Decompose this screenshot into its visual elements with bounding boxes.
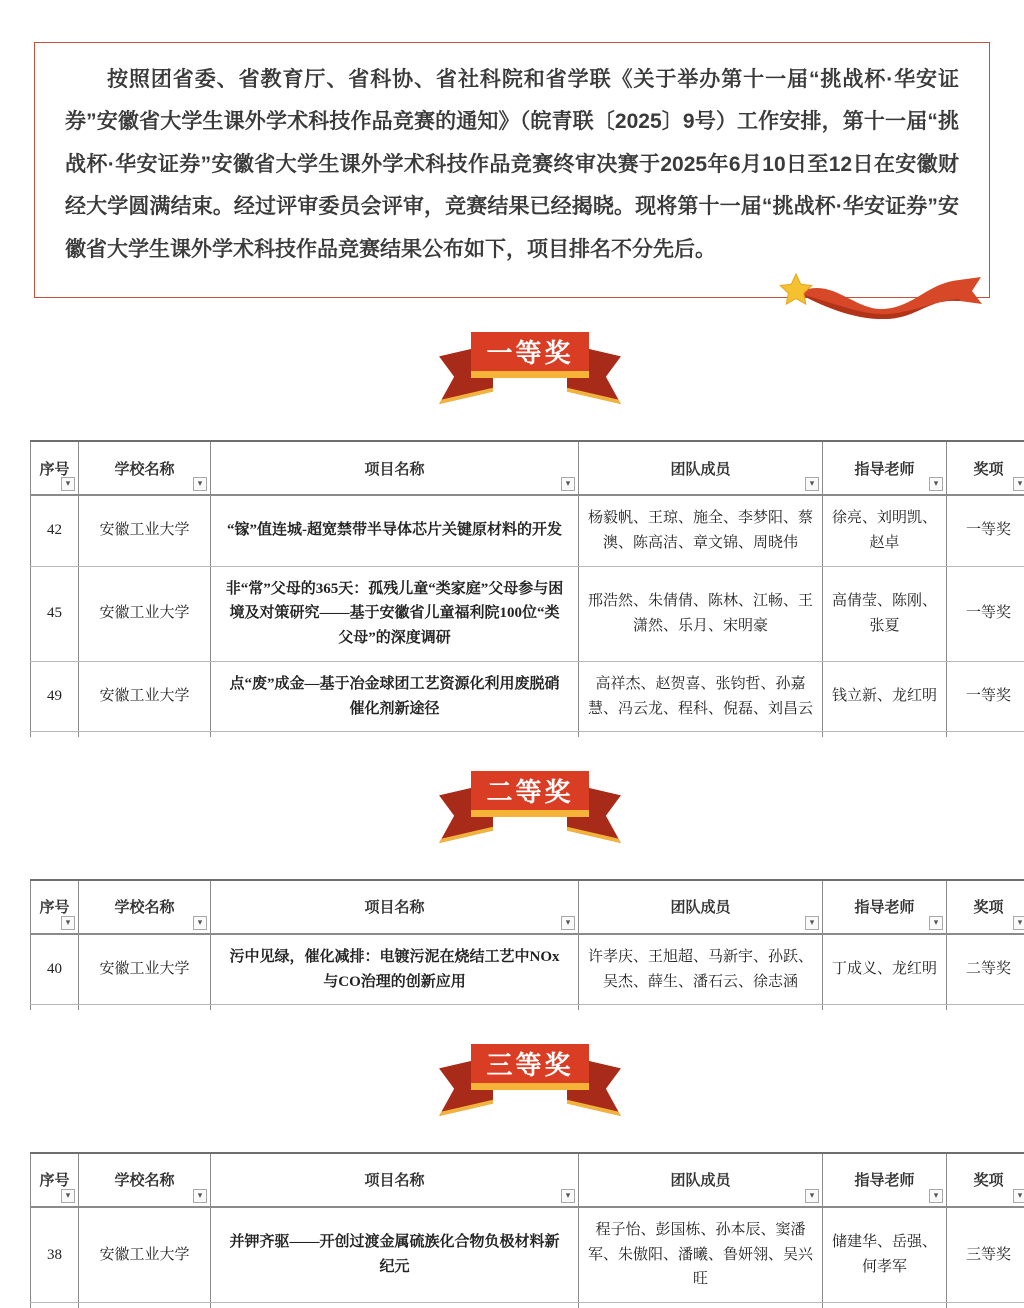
table-row (31, 566, 1024, 661)
column-header-label: 项目名称 (364, 1172, 424, 1189)
stub-cell (947, 1303, 1024, 1308)
column-header-label: 学校名称 (114, 899, 174, 916)
ribbon-wave-icon (798, 277, 982, 319)
column-header-label: 奖项 (973, 899, 1003, 916)
column-header-label: 学校名称 (114, 1172, 174, 1189)
award-banner (471, 332, 589, 402)
table-row (31, 661, 1024, 732)
star-icon (780, 274, 812, 304)
column-header-label: 团队成员 (670, 461, 730, 478)
column-header-label: 序号 (39, 1172, 69, 1189)
column-header-label: 奖项 (973, 461, 1003, 478)
award-banner (471, 771, 589, 841)
stub-cell (579, 732, 823, 737)
column-header-label: 团队成员 (670, 1172, 730, 1189)
column-header-label: 指导老师 (854, 1172, 914, 1189)
stub-cell (579, 1303, 823, 1308)
stub-cell (579, 1005, 823, 1010)
filter-dropdown-icon[interactable]: ▾ (929, 916, 943, 930)
filter-dropdown-icon[interactable]: ▾ (561, 477, 575, 491)
cell-team: 杨毅帆、王琼、施全、李梦阳、蔡澳、陈高洁、章文锦、周晓伟 (579, 495, 823, 566)
filter-dropdown-icon[interactable]: ▾ (1013, 477, 1024, 491)
stub-cell (823, 732, 947, 737)
cell-no: 40 (31, 934, 79, 1005)
announcement-paragraph: 按照团省委、省教育厅、省科协、省社科院和省学联《关于举办第十一届“挑战杯·华安证券”安徽省大学生课外学术科技作品竞赛的通知》（皖青联〔2025〕9号）工作安排，第十一届“挑战杯·华安证券”安徽省大学生课外学术科技作品竞赛终审决赛于2025年6月10日至12日在安徽财经大学圆满结束。经过评审委员会评审，竞赛结果已经揭晓。现将第十一届“挑战杯·华安证券”安徽省大学生课外学术科技作品竞赛结果公布如下，项目排名不分先后。 (65, 59, 959, 271)
filter-dropdown-icon[interactable]: ▾ (929, 477, 943, 491)
stub-cell (947, 732, 1024, 737)
banner-label: 二等奖 (486, 772, 573, 809)
table-row (31, 1207, 1024, 1303)
cell-award: 三等奖 (947, 1207, 1024, 1303)
column-header (947, 441, 1024, 495)
filter-dropdown-icon[interactable]: ▾ (61, 916, 75, 930)
column-header (823, 1153, 947, 1207)
column-header (823, 441, 947, 495)
column-header (211, 880, 579, 934)
stub-cell (31, 1005, 79, 1010)
filter-dropdown-icon[interactable]: ▾ (193, 916, 207, 930)
column-header-label: 项目名称 (364, 461, 424, 478)
stub-cell (79, 1005, 211, 1010)
header-row (31, 880, 1024, 934)
column-header (79, 441, 211, 495)
header-row (31, 441, 1024, 495)
column-header (79, 1153, 211, 1207)
cell-school: 安徽工业大学 (79, 1207, 211, 1303)
cell-advisors: 徐亮、刘明凯、赵卓 (823, 495, 947, 566)
next-row-stub (31, 732, 1024, 737)
filter-dropdown-icon[interactable]: ▾ (1013, 1189, 1024, 1203)
cell-no: 42 (31, 495, 79, 566)
cell-project: 非“常”父母的365天：孤残儿童“类家庭”父母参与困境及对策研究——基于安徽省儿童福利院100位“类父母”的深度调研 (211, 566, 579, 661)
stub-cell (31, 1303, 79, 1308)
column-header-label: 指导老师 (854, 899, 914, 916)
cell-team: 许孝庆、王旭超、马新宇、孙跃、吴杰、薛生、潘石云、徐志涵 (579, 934, 823, 1005)
stub-cell (947, 1005, 1024, 1010)
next-row-stub (31, 1303, 1024, 1308)
cell-award: 二等奖 (947, 934, 1024, 1005)
column-header (211, 1153, 579, 1207)
star-ribbon-decoration (776, 266, 991, 326)
filter-dropdown-icon[interactable]: ▾ (805, 477, 819, 491)
column-header (31, 441, 79, 495)
stub-cell (823, 1005, 947, 1010)
filter-dropdown-icon[interactable]: ▾ (193, 1189, 207, 1203)
filter-dropdown-icon[interactable]: ▾ (805, 916, 819, 930)
results-table (30, 440, 1024, 737)
stub-cell (211, 1303, 579, 1308)
column-header (823, 880, 947, 934)
cell-school: 安徽工业大学 (79, 566, 211, 661)
filter-dropdown-icon[interactable]: ▾ (193, 477, 207, 491)
column-header (31, 1153, 79, 1207)
column-header (31, 880, 79, 934)
table-row (31, 495, 1024, 566)
cell-school: 安徽工业大学 (79, 661, 211, 732)
stub-cell (31, 732, 79, 737)
column-header (211, 441, 579, 495)
column-header (579, 441, 823, 495)
cell-team: 高祥杰、赵贺喜、张钧哲、孙嘉慧、冯云龙、程科、倪磊、刘昌云 (579, 661, 823, 732)
column-header-label: 指导老师 (854, 461, 914, 478)
stub-cell (79, 732, 211, 737)
table-row (31, 934, 1024, 1005)
cell-project: 污中见绿，催化减排：电镀污泥在烧结工艺中NOx与CO治理的创新应用 (211, 934, 579, 1005)
cell-no: 45 (31, 566, 79, 661)
cell-award: 一等奖 (947, 661, 1024, 732)
announcement-box (34, 42, 990, 298)
stub-cell (211, 732, 579, 737)
cell-award: 一等奖 (947, 566, 1024, 661)
cell-project: “镓”值连城-超宽禁带半导体芯片关键原材料的开发 (211, 495, 579, 566)
cell-no: 49 (31, 661, 79, 732)
column-header (947, 1153, 1024, 1207)
filter-dropdown-icon[interactable]: ▾ (805, 1189, 819, 1203)
cell-advisors: 高倩莹、陈刚、张夏 (823, 566, 947, 661)
column-header-label: 项目名称 (364, 899, 424, 916)
column-header (947, 880, 1024, 934)
filter-dropdown-icon[interactable]: ▾ (561, 1189, 575, 1203)
banner-body (471, 332, 589, 378)
banner-label: 一等奖 (486, 333, 573, 370)
banner-body (471, 771, 589, 817)
results-table (30, 1152, 1024, 1308)
column-header (79, 880, 211, 934)
column-header (579, 1153, 823, 1207)
cell-school: 安徽工业大学 (79, 934, 211, 1005)
column-header-label: 序号 (39, 899, 69, 916)
header-row (31, 1153, 1024, 1207)
column-header-label: 奖项 (973, 1172, 1003, 1189)
results-table (30, 879, 1024, 1010)
cell-project: 并钾齐驱——开创过渡金属硫族化合物负极材料新纪元 (211, 1207, 579, 1303)
cell-school: 安徽工业大学 (79, 495, 211, 566)
cell-team: 邢浩然、朱倩倩、陈林、江畅、王潇然、乐月、宋明豪 (579, 566, 823, 661)
cell-advisors: 钱立新、龙红明 (823, 661, 947, 732)
stub-cell (823, 1303, 947, 1308)
filter-dropdown-icon[interactable]: ▾ (561, 916, 575, 930)
award-banner (471, 1044, 589, 1114)
cell-award: 一等奖 (947, 495, 1024, 566)
filter-dropdown-icon[interactable]: ▾ (929, 1189, 943, 1203)
stub-cell (211, 1005, 579, 1010)
filter-dropdown-icon[interactable]: ▾ (61, 1189, 75, 1203)
column-header-label: 学校名称 (114, 461, 174, 478)
banner-body (471, 1044, 589, 1090)
sections (30, 332, 1024, 1308)
filter-dropdown-icon[interactable]: ▾ (1013, 916, 1024, 930)
cell-advisors: 储建华、岳强、何孝军 (823, 1207, 947, 1303)
column-header (579, 880, 823, 934)
filter-dropdown-icon[interactable]: ▾ (61, 477, 75, 491)
column-header-label: 团队成员 (670, 899, 730, 916)
cell-no: 38 (31, 1207, 79, 1303)
cell-team: 程子怡、彭国栋、孙本辰、窦潘军、朱傲阳、潘曦、鲁妍翎、吴兴旺 (579, 1207, 823, 1303)
column-header-label: 序号 (39, 461, 69, 478)
cell-project: 点“废”成金—基于冶金球团工艺资源化利用废脱硝催化剂新途径 (211, 661, 579, 732)
stub-cell (79, 1303, 211, 1308)
cell-advisors: 丁成义、龙红明 (823, 934, 947, 1005)
next-row-stub (31, 1005, 1024, 1010)
banner-label: 三等奖 (486, 1045, 573, 1082)
